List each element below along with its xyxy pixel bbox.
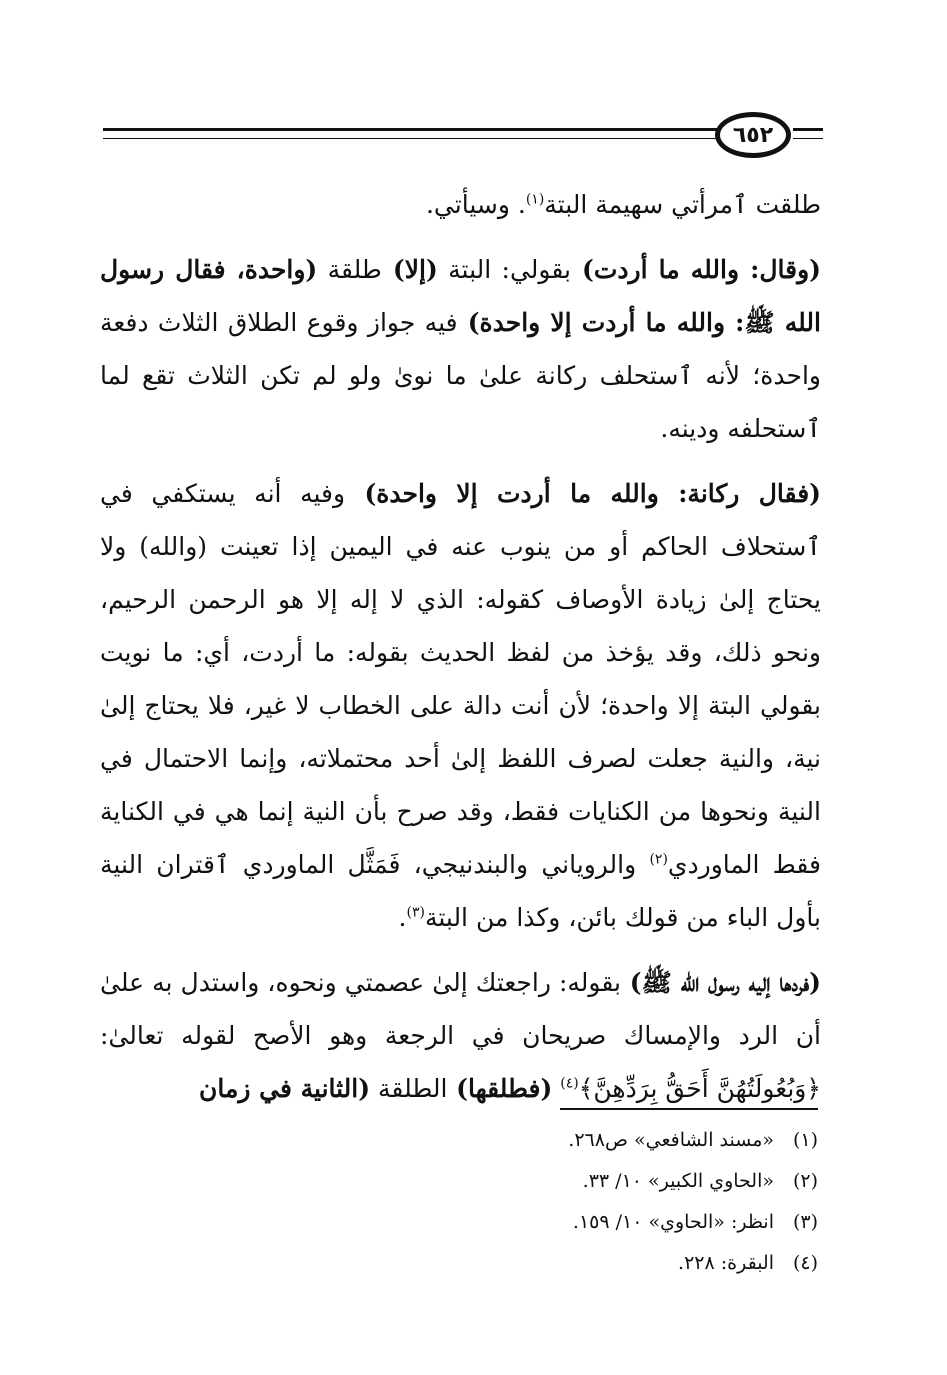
page-number: ٦٥٢ [715, 112, 791, 158]
main-text [100, 178, 821, 1115]
paragraph [100, 178, 821, 231]
header-rule-thick-right [793, 128, 823, 131]
footnote-marker: (٤) [560, 1075, 579, 1092]
header-rule-thick [103, 128, 743, 131]
footnote-item [300, 1161, 818, 1202]
commentary-text: فيه جواز وقوع الطلاق الثلاث دفعة واحدة؛ لأنه ٱستحلف ركانة علىٰ ما نوىٰ ولو لم تكن الثلاث تقع لما ٱستحلفه ودينه. [100, 308, 821, 443]
commentary-text: وفيه أنه يستكفي في ٱستحلاف الحاكم أو من ينوب عنه في اليمين إذا تعينت (والله) ولا يحتاج إلىٰ زيادة الأوصاف كقوله: الذي لا إله إلا هو الرحمن الرحيم، ونحو ذلك، وقد يؤخذ من لفظ الحديث بقوله: ما أردت، أي: ما نويت بقولي البتة إلا واحدة؛ لأن أنت دالة على الخطاب لا غير، فلا يحتاج إلىٰ نية، والنية جعلت لصرف اللفظ إلىٰ أحد محتملاته، وإنما الاحتمال في النية ونحوها من الكنايات فقط، وقد صرح بأن النية إنما هي في الكناية فقط الماوردي [100, 479, 821, 879]
quoted-text: (فردها إليه رسول الله ﷺ) [620, 968, 821, 997]
paragraph [100, 956, 821, 1115]
footnote-number: (١) [792, 1129, 818, 1151]
quoted-text: (إلا) [381, 255, 438, 284]
footnote-number: (٢) [792, 1170, 818, 1192]
footnote-text: البقرة: ٢٢٨. [678, 1252, 774, 1274]
footnote-marker: (٢) [649, 851, 668, 868]
header-rule-thin-right [793, 138, 823, 139]
commentary-text: والروياني والبندنيجي، فَمَثَّل الماوردي ٱقتران النية بأول الباء من قولك بائن، وكذا من البتة [100, 850, 821, 932]
quoted-text: (وقال: والله ما أردت) [570, 255, 821, 284]
footnote-separator [560, 1108, 818, 1110]
footnote-number: (٤) [792, 1252, 818, 1274]
footnote-item [300, 1120, 818, 1161]
footnote-text: انظر: «الحاوي» ١٠/ ١٥٩. [572, 1211, 774, 1233]
paragraph [100, 467, 821, 944]
commentary-text: بقولي: البتة [437, 255, 571, 284]
commentary-text: . وسيأتي. [425, 190, 526, 219]
quoted-text: (فطلقها) [447, 1074, 553, 1103]
footnote-marker: (١) [525, 191, 545, 208]
footnote-item [300, 1202, 818, 1243]
paragraph [100, 243, 821, 455]
footnotes [300, 1120, 818, 1284]
footnote-number: (٣) [792, 1211, 818, 1233]
commentary-text: طلقت ٱمرأتي سهيمة البتة [544, 190, 821, 219]
footnote-text: «مسند الشافعي» ص٢٦٨. [568, 1129, 774, 1151]
footnote-text: «الحاوي الكبير» ١٠/ ٣٣. [582, 1170, 774, 1192]
quoted-text: (الثانية في زمان [198, 1074, 371, 1103]
quoted-text: (فقال ركانة: والله ما أردت إلا واحدة) [345, 479, 821, 508]
page-header [103, 112, 823, 162]
footnote-marker: (٣) [406, 904, 425, 921]
commentary-text: . [398, 903, 407, 932]
commentary-text: الطلقة [370, 1074, 448, 1103]
commentary-text: بقوله: راجعتك إلىٰ عصمتي ونحوه، واستدل به علىٰ أن الرد والإمساك صريحان في الرجعة وهو الأصح لقوله تعالىٰ: ﴿وَبُعُولَتُهُنَّ أَحَقُّ بِرَدِّهِنَّ﴾ [100, 968, 821, 1103]
commentary-text: طلقة [317, 255, 382, 284]
header-rule-thin [103, 138, 743, 139]
footnote-item [300, 1243, 818, 1284]
quoted-text: (واحدة، فقال رسول الله ﷺ: والله ما أردت إلا واحدة) [100, 255, 821, 337]
